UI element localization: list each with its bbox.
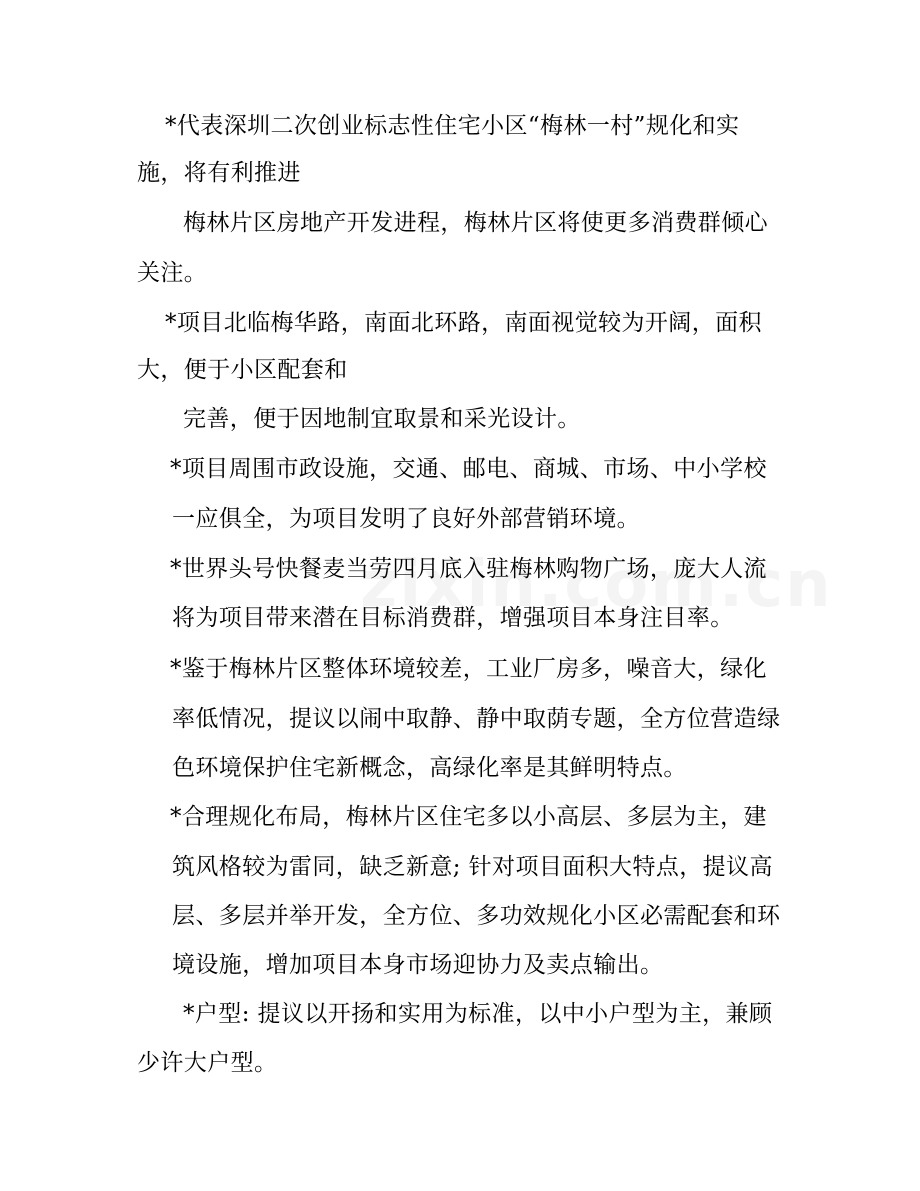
- paragraph-2-line-2: 关注。: [137, 260, 208, 286]
- paragraph-8-line-3: 层、多层并举开发，全方位、多功效规化小区必需配套和环: [172, 903, 781, 929]
- paragraph-5-line-1: *项目周围市政设施，交通、邮电、商城、市场、中小学校: [170, 456, 767, 482]
- paragraph-6-line-2: 将为项目带来潜在目标消费群，增强项目本身注目率。: [172, 605, 734, 631]
- paragraph-8-line-1: *合理规化布局，梅林片区住宅多以小高层、多层为主，建: [170, 804, 767, 830]
- paragraph-3-line-1: *项目北临梅华路，南面北环路，南面视觉较为开阔，面积: [165, 310, 762, 336]
- paragraph-8-line-2: 筑风格较为雷同，缺乏新意; 针对项目面积大特点，提议高: [172, 854, 773, 880]
- paragraph-7-line-2: 率低情况，提议以闹中取静、静中取荫专题，全方位营造绿: [172, 706, 781, 732]
- paragraph-1-line-2: 施，将有利推进: [137, 160, 301, 186]
- paragraph-8-line-4: 境设施，增加项目本身市场迎协力及卖点输出。: [172, 952, 664, 978]
- paragraph-7-line-3: 色环境保护住宅新概念，高绿化率是其鲜明特点。: [172, 755, 687, 781]
- paragraph-9-line-1: *户型: 提议以开扬和实用为标准，以中小户型为主，兼顾: [183, 1001, 773, 1027]
- paragraph-7-line-1: *鉴于梅林片区整体环境较差，工业厂房多，噪音大，绿化: [170, 656, 767, 682]
- paragraph-3-line-2: 大，便于小区配套和: [137, 357, 348, 383]
- paragraph-4-line-1: 完善，便于因地制宜取景和采光设计。: [183, 406, 581, 432]
- paragraph-6-line-1: *世界头号快餐麦当劳四月底入驻梅林购物广场，庞大人流: [170, 556, 767, 582]
- paragraph-2-line-1: 梅林片区房地产开发进程，梅林片区将使更多消费群倾心: [183, 210, 768, 236]
- watermark: [360, 548, 833, 622]
- paragraph-1-line-1: *代表深圳二次创业标志性住宅小区“梅林一村”规化和实: [165, 113, 740, 139]
- paragraph-9-line-2: 少许大户型。: [137, 1050, 278, 1076]
- paragraph-5-line-2: 一应俱全，为项目发明了良好外部营销环境。: [172, 506, 640, 532]
